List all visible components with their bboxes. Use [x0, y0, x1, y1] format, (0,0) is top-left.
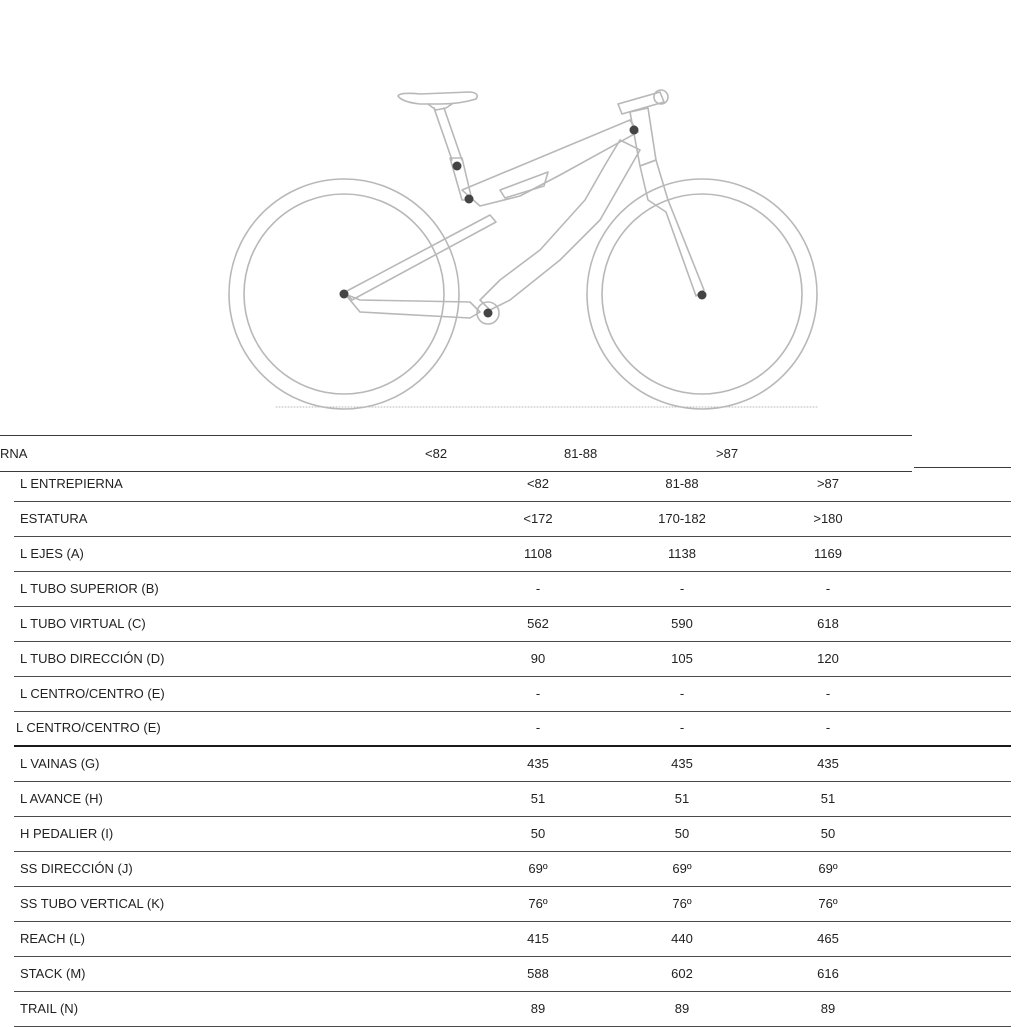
- row-label: REACH (L): [20, 931, 86, 946]
- header-label: RNA: [0, 446, 28, 461]
- table-row: [14, 642, 1011, 677]
- row-value-size-1: <172: [523, 511, 553, 526]
- row-value-size-1: 588: [527, 966, 549, 981]
- joint-front-axle: [698, 291, 707, 300]
- joint-bottom-bracket: [484, 309, 493, 318]
- row-value-size-2: 1138: [668, 546, 696, 561]
- table-row: [14, 537, 1011, 572]
- row-label: TRAIL (N): [20, 1001, 79, 1016]
- row-value-size-3: 435: [817, 756, 839, 771]
- row-label: STACK (M): [20, 966, 86, 981]
- row-value-size-2: 89: [674, 1001, 690, 1016]
- joint-head-tube: [630, 126, 639, 135]
- row-value-size-1: -: [535, 720, 541, 735]
- row-label: L AVANCE (H): [20, 791, 103, 806]
- head-tube: [630, 108, 656, 166]
- row-value-size-3: >87: [816, 476, 840, 491]
- row-value-size-2: 590: [671, 616, 693, 631]
- row-value-size-2: -: [679, 581, 685, 596]
- row-value-size-3: 1169: [814, 546, 842, 561]
- row-value-size-3: 616: [817, 966, 839, 981]
- row-value-size-3: 618: [817, 616, 839, 631]
- table-row: [14, 852, 1011, 887]
- seatpost: [434, 108, 462, 160]
- row-label: H PEDALIER (I): [20, 826, 114, 841]
- joint-rear-axle: [340, 290, 349, 299]
- row-label: SS TUBO VERTICAL (K): [20, 896, 165, 911]
- table-row: [14, 782, 1011, 817]
- row-value-size-1: 76º: [528, 896, 548, 911]
- row-value-size-3: 69º: [818, 861, 838, 876]
- row-value-size-3: 120: [817, 651, 839, 666]
- row-label: ESTATURA: [20, 511, 88, 526]
- row-value-size-2: 51: [674, 791, 690, 806]
- header-size-2: 81-88: [564, 446, 598, 461]
- row-label: L ENTREPIERNA: [20, 476, 123, 491]
- row-label: L CENTRO/CENTRO (E): [20, 686, 165, 701]
- table-row: [14, 502, 1011, 537]
- row-value-size-2: 69º: [672, 861, 692, 876]
- table-row: [14, 677, 1011, 712]
- fork: [640, 160, 704, 296]
- row-value-size-3: 465: [817, 931, 839, 946]
- chain-stay: [345, 294, 480, 318]
- header-size-3: >87: [716, 446, 739, 461]
- row-value-size-3: 89: [820, 1001, 836, 1016]
- table-row: [14, 747, 1011, 782]
- row-value-size-3: 51: [820, 791, 836, 806]
- row-label: L TUBO SUPERIOR (B): [20, 581, 159, 596]
- header-size-1: <82: [425, 446, 448, 461]
- row-value-size-2: 440: [671, 931, 693, 946]
- table-row: [14, 922, 1011, 957]
- row-value-size-1: 51: [530, 791, 546, 806]
- row-value-size-3: -: [825, 686, 831, 701]
- row-value-size-1: -: [535, 686, 541, 701]
- row-value-size-3: -: [825, 581, 831, 596]
- row-value-size-3: 50: [820, 826, 836, 841]
- row-value-size-3: 76º: [818, 896, 838, 911]
- row-value-size-3: >180: [813, 511, 843, 526]
- row-value-size-1: 69º: [528, 861, 548, 876]
- row-label: SS DIRECCIÓN (J): [20, 861, 133, 876]
- row-value-size-2: 50: [674, 826, 690, 841]
- row-value-size-2: 105: [671, 651, 693, 666]
- row-label: L EJES (A): [20, 546, 84, 561]
- row-value-size-1: 562: [527, 616, 549, 631]
- handlebar: [654, 90, 668, 104]
- row-label: L TUBO DIRECCIÓN (D): [20, 651, 165, 666]
- row-value-size-2: 76º: [672, 896, 692, 911]
- row-value-size-2: 81-88: [665, 476, 699, 491]
- table-row: [14, 992, 1011, 1027]
- row-value-size-3: -: [825, 720, 831, 735]
- row-value-size-1: 50: [530, 826, 546, 841]
- table-row: [14, 467, 1011, 502]
- down-tube: [480, 140, 640, 310]
- row-value-size-1: 435: [527, 756, 549, 771]
- table-row: [14, 817, 1011, 852]
- row-value-size-2: 602: [671, 966, 693, 981]
- bike-frame-illustration: [0, 0, 1024, 430]
- row-value-size-2: -: [679, 686, 685, 701]
- row-label: L CENTRO/CENTRO (E): [16, 720, 161, 735]
- seat-stay: [345, 215, 496, 300]
- joint-seat-tube: [465, 195, 474, 204]
- row-value-size-1: 90: [530, 651, 546, 666]
- row-value-size-1: 415: [527, 931, 549, 946]
- row-value-size-1: 1108: [524, 546, 552, 561]
- table-row: [14, 572, 1011, 607]
- saddle: [398, 92, 477, 104]
- row-value-size-2: -: [679, 720, 685, 735]
- row-label: L TUBO VIRTUAL (C): [20, 616, 146, 631]
- table-row: [14, 711, 1011, 747]
- top-tube: [462, 120, 638, 206]
- row-value-size-2: 170-182: [658, 511, 706, 526]
- joint-seatpost: [453, 162, 462, 171]
- row-value-size-1: -: [535, 581, 541, 596]
- row-value-size-2: 435: [671, 756, 693, 771]
- table-row: [14, 887, 1011, 922]
- table-row: [14, 607, 1011, 642]
- row-value-size-1: <82: [526, 476, 550, 491]
- row-label: L VAINAS (G): [20, 756, 100, 771]
- table-row: [14, 957, 1011, 992]
- row-value-size-1: 89: [530, 1001, 546, 1016]
